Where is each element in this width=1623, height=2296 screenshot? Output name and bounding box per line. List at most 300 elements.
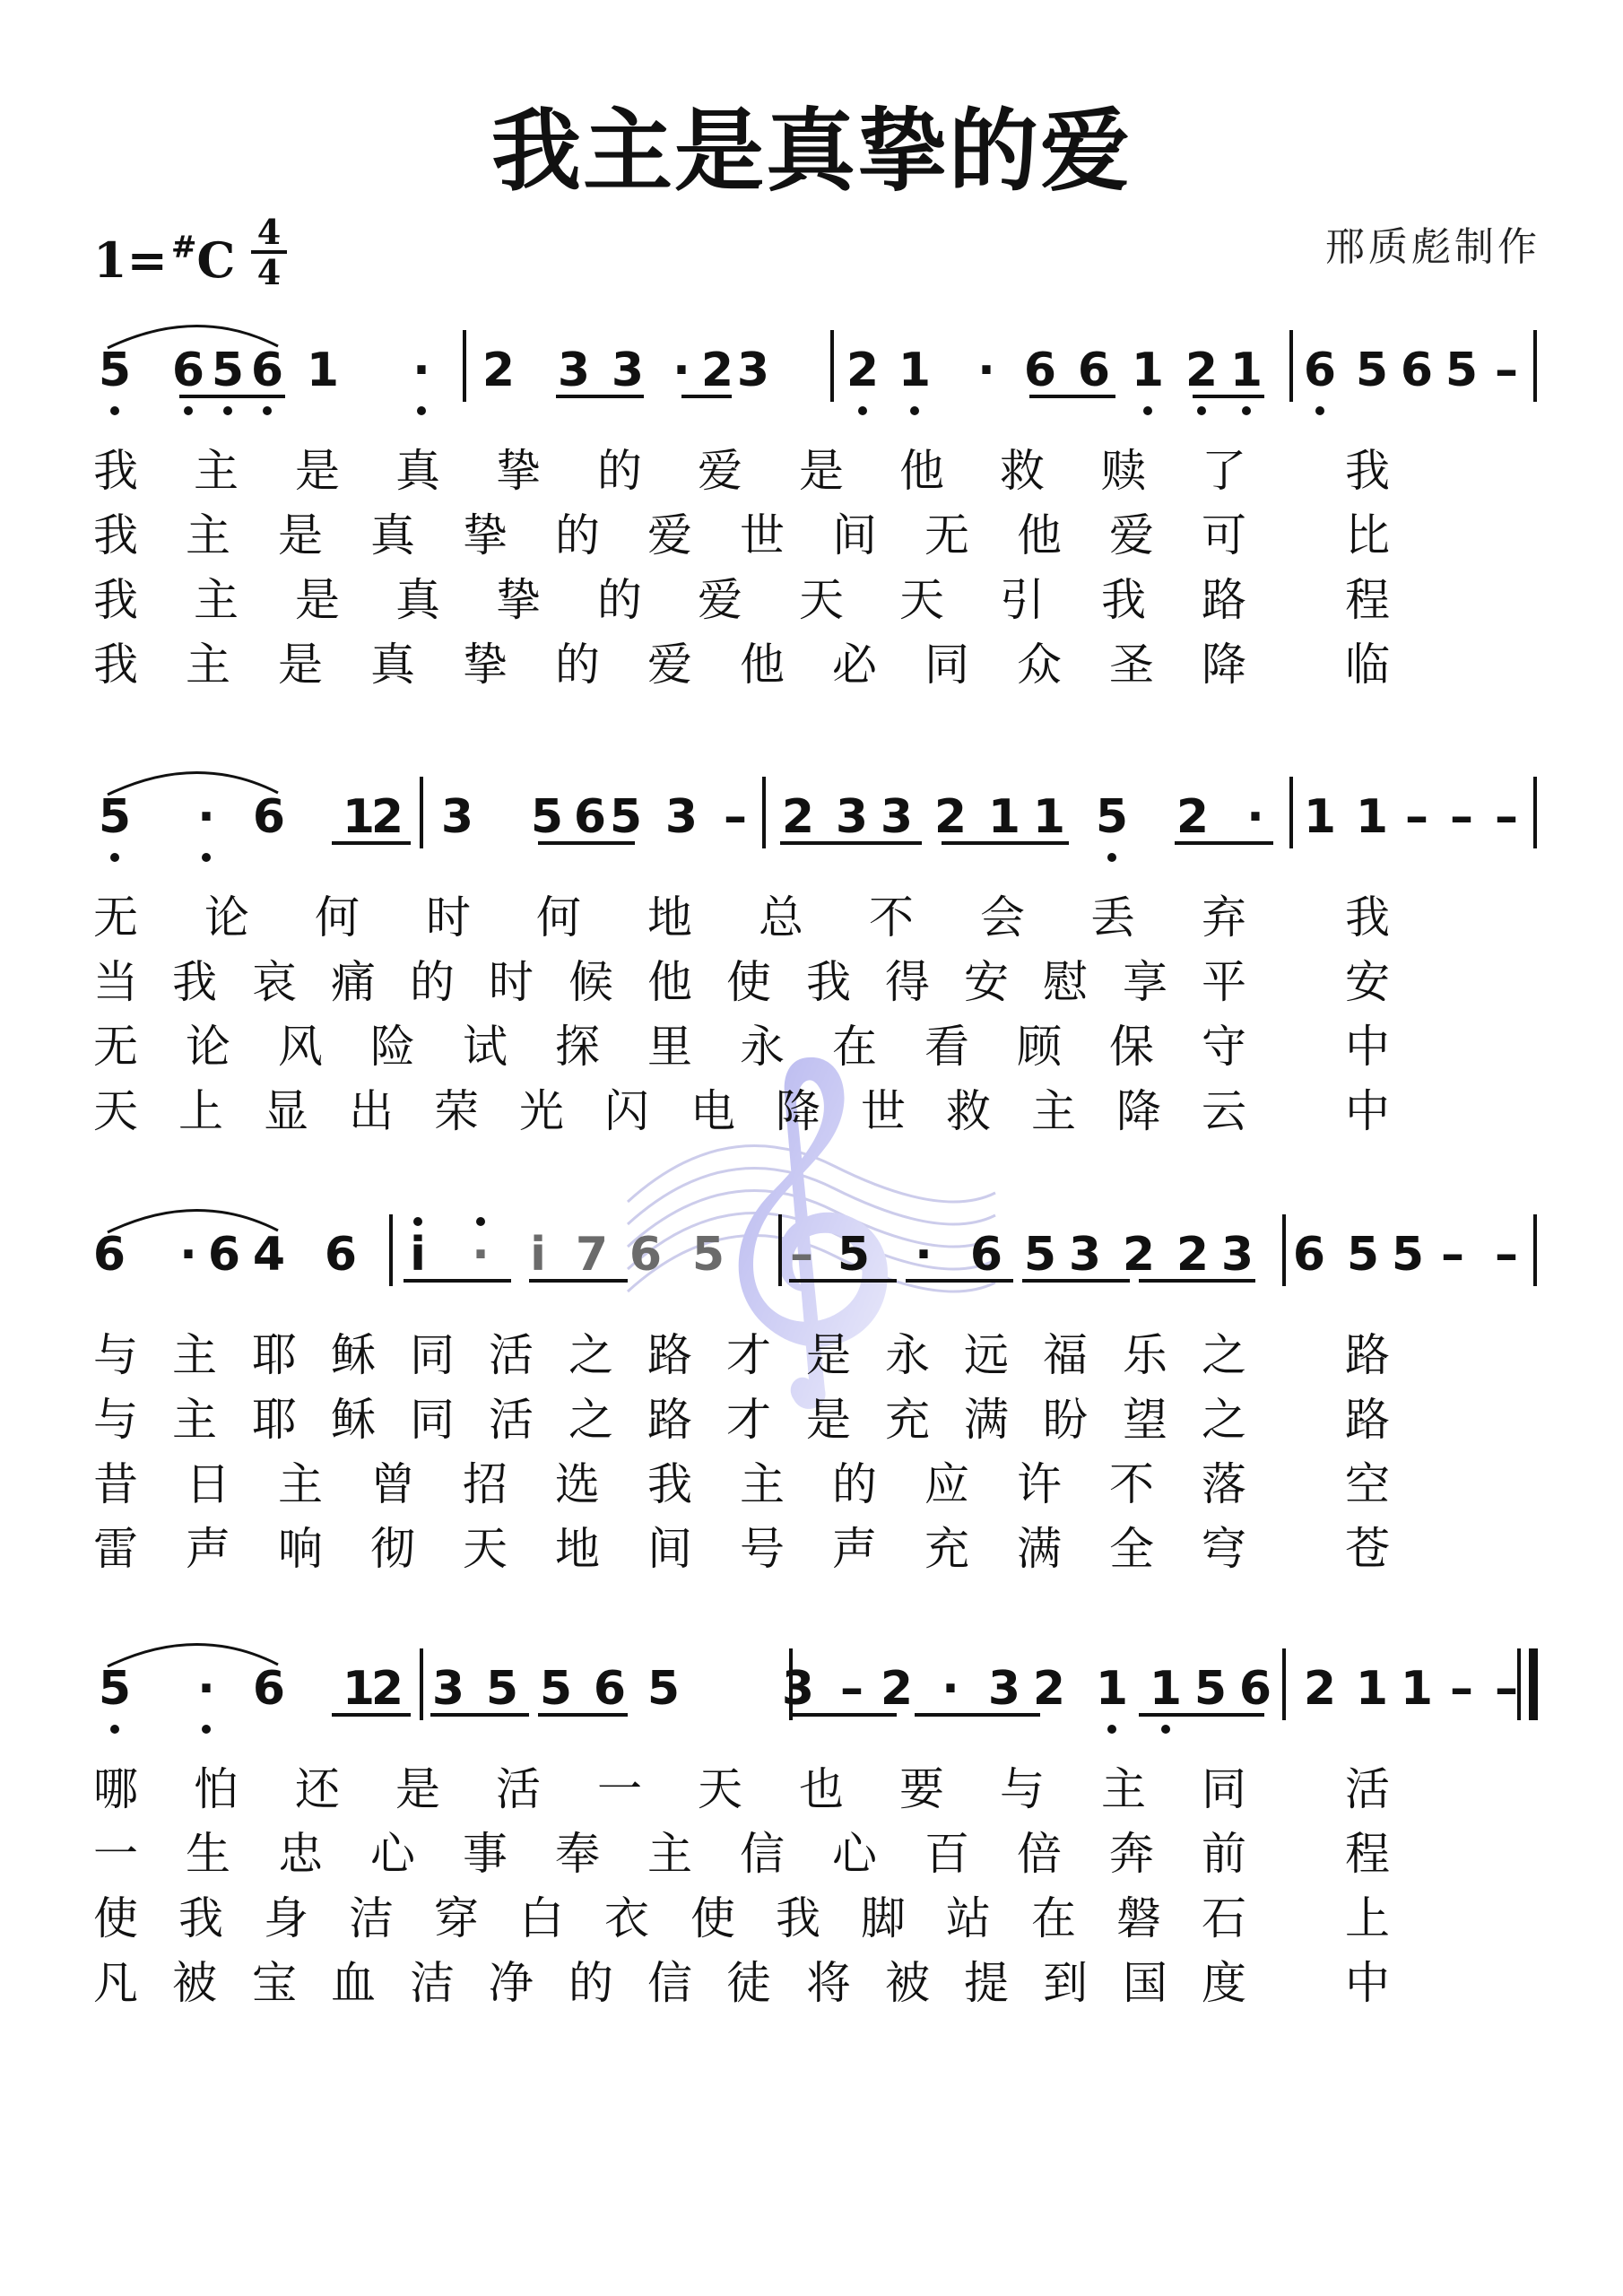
note: 2 — [1032, 1662, 1066, 1716]
note: 5 — [1355, 344, 1389, 397]
note: 6 — [629, 1228, 663, 1282]
lyric-line — [0, 1084, 1623, 1138]
lyric-char: 生 — [186, 1828, 230, 1880]
lyric-char: 净 — [489, 1957, 534, 2009]
key-signature — [93, 221, 235, 287]
lyric-char: 爱 — [1109, 509, 1154, 561]
lyric-char: 我 — [647, 1458, 692, 1510]
lyric-char: 痛 — [331, 956, 376, 1008]
notation-row-4 — [0, 1614, 1623, 1758]
note: – — [1495, 1228, 1518, 1282]
lyric-char: 何 — [315, 891, 360, 944]
lyric-char: 石 — [1202, 1892, 1246, 1944]
lyric-char: 天 — [463, 1523, 508, 1575]
lyric-char: 活 — [489, 1394, 534, 1446]
lyric-char: 降 — [1202, 639, 1246, 691]
note: 1 — [342, 1662, 376, 1716]
note: 2 — [700, 344, 734, 397]
note: – — [840, 1662, 864, 1716]
note: 5 — [837, 1228, 871, 1282]
note: · — [472, 1228, 490, 1282]
lyric-char: 探 — [555, 1021, 600, 1073]
lyric-char: 顾 — [1017, 1021, 1062, 1073]
notation-row-1 — [0, 296, 1623, 439]
lyric-char: 与 — [1000, 1763, 1045, 1815]
lyric-char: 忠 — [278, 1828, 323, 1880]
lyric-char: 看 — [924, 1021, 969, 1073]
lyric-char: 洁 — [410, 1957, 455, 2009]
lyric-char: 论 — [204, 891, 249, 944]
lyric-char: 的 — [597, 574, 642, 626]
octave-dot-below — [1161, 1725, 1170, 1734]
lyric-char: 事 — [463, 1828, 508, 1880]
lyric-char: 盼 — [1043, 1394, 1088, 1446]
lyric-char: 无 — [93, 1021, 138, 1073]
note: 3 — [440, 790, 474, 844]
lyric-char: 必 — [832, 639, 877, 691]
notes-2 — [99, 772, 1518, 862]
lyric-char: 他 — [647, 956, 692, 1008]
note: 5 — [98, 790, 132, 844]
lyric-char: 一 — [597, 1763, 642, 1815]
note: 6 — [1077, 344, 1111, 397]
note: 6 — [1023, 344, 1057, 397]
octave-dot-below — [417, 406, 426, 415]
lyric-char: 中 — [1345, 1021, 1390, 1073]
lyric-char: 到 — [1043, 1957, 1088, 2009]
lyric-char: 里 — [647, 1021, 692, 1073]
lyric-char: 降 — [1116, 1085, 1161, 1137]
lyric-char: 他 — [740, 639, 785, 691]
lyric-char: 圣 — [1109, 639, 1154, 691]
note: 3 — [987, 1662, 1021, 1716]
lyric-char: 之 — [568, 1329, 613, 1381]
lyric-char: 奉 — [555, 1828, 600, 1880]
lyric-line — [0, 1393, 1623, 1447]
lyric-char: 乐 — [1123, 1329, 1167, 1381]
lyric-char: 上 — [178, 1085, 223, 1137]
lyric-char: 安 — [1345, 956, 1390, 1008]
lyric-char: 的 — [555, 509, 600, 561]
note: 5 — [1445, 344, 1479, 397]
lyric-char: 苍 — [1345, 1523, 1390, 1575]
note: 1 — [987, 790, 1021, 844]
note: 6 — [252, 1662, 286, 1716]
note: 3 — [431, 1662, 465, 1716]
lyric-char: 号 — [740, 1523, 785, 1575]
lyric-char: 之 — [568, 1394, 613, 1446]
lyric-char: 奔 — [1109, 1828, 1154, 1880]
lyric-char: 白 — [519, 1892, 564, 1944]
note: 3 — [611, 344, 645, 397]
lyric-char: 程 — [1345, 574, 1390, 626]
note: 1 — [1095, 1662, 1129, 1716]
lyric-char: 爱 — [698, 445, 742, 497]
lyric-char: 响 — [278, 1523, 323, 1575]
lyric-char: 全 — [1109, 1523, 1154, 1575]
lyric-char: 爱 — [647, 639, 692, 691]
note: 7 — [575, 1228, 609, 1282]
lyric-char: 是 — [806, 1394, 851, 1446]
note: 3 — [880, 790, 914, 844]
lyric-line — [0, 444, 1623, 498]
system-2 — [0, 743, 1623, 1137]
note: 5 — [530, 790, 564, 844]
note: 2 — [781, 790, 815, 844]
lyric-char: 的 — [555, 639, 600, 691]
lyric-char: 稣 — [331, 1394, 376, 1446]
lyric-char: 守 — [1202, 1021, 1246, 1073]
lyric-char: 是 — [799, 445, 844, 497]
lyric-char: 比 — [1345, 509, 1390, 561]
lyric-char: 荣 — [434, 1085, 479, 1137]
lyric-char: 还 — [295, 1763, 340, 1815]
lyric-char: 怕 — [194, 1763, 239, 1815]
lyric-char: 心 — [832, 1828, 877, 1880]
octave-dot-below — [223, 406, 232, 415]
lyric-char: 无 — [93, 891, 138, 944]
lyric-char: 宝 — [252, 1957, 297, 2009]
note: – — [790, 1228, 813, 1282]
lyric-char: 我 — [1345, 891, 1390, 944]
note: 3 — [1220, 1228, 1254, 1282]
lyric-char: 活 — [1345, 1763, 1390, 1815]
note: – — [1450, 790, 1473, 844]
note: 6 — [171, 344, 205, 397]
lyric-char: 享 — [1123, 956, 1167, 1008]
lyric-line — [0, 1827, 1623, 1881]
note: i — [410, 1228, 426, 1282]
note: 5 — [691, 1228, 725, 1282]
note: – — [724, 790, 747, 844]
note: 5 — [98, 344, 132, 397]
note: 3 — [835, 790, 869, 844]
key-note: C — [196, 231, 236, 289]
lyric-char: 路 — [1345, 1394, 1390, 1446]
note: 1 — [342, 790, 376, 844]
note: · — [915, 1228, 933, 1282]
note: · — [977, 344, 995, 397]
lyric-char: 远 — [964, 1329, 1009, 1381]
note: 3 — [736, 344, 770, 397]
octave-dot-below — [263, 406, 272, 415]
octave-dot-below — [184, 406, 193, 415]
lyric-char: 风 — [278, 1021, 323, 1073]
lyric-char: 无 — [924, 509, 969, 561]
lyric-char: 显 — [264, 1085, 308, 1137]
lyric-char: 真 — [395, 445, 440, 497]
note: 1 — [1131, 344, 1165, 397]
lyric-char: 被 — [885, 1957, 930, 2009]
lyric-char: 穿 — [434, 1892, 479, 1944]
time-top: 4 — [256, 212, 282, 252]
lyric-char: 落 — [1202, 1458, 1246, 1510]
lyric-char: 在 — [1031, 1892, 1076, 1944]
lyric-char: 出 — [349, 1085, 394, 1137]
lyric-char: 许 — [1017, 1458, 1062, 1510]
lyric-char: 稣 — [331, 1329, 376, 1381]
lyric-char: 险 — [370, 1021, 415, 1073]
note: 5 — [1391, 1228, 1425, 1282]
lyric-char: 了 — [1202, 445, 1246, 497]
lyric-char: 同 — [1202, 1763, 1246, 1815]
lyric-char: 电 — [690, 1085, 735, 1137]
lyric-char: 曾 — [370, 1458, 415, 1510]
note: · — [197, 1662, 215, 1716]
note: 5 — [1346, 1228, 1380, 1282]
lyric-char: 不 — [869, 891, 914, 944]
lyric-char: 才 — [726, 1394, 771, 1446]
note: 5 — [1095, 790, 1129, 844]
lyric-char: 路 — [1202, 574, 1246, 626]
lyric-char: 我 — [178, 1892, 223, 1944]
octave-dot-below — [1107, 1725, 1116, 1734]
lyric-char: 闪 — [604, 1085, 649, 1137]
lyric-char: 平 — [1202, 956, 1246, 1008]
note: 3 — [664, 790, 699, 844]
lyric-char: 候 — [568, 956, 613, 1008]
lyric-char: 的 — [410, 956, 455, 1008]
lyric-char: 我 — [93, 574, 138, 626]
lyric-char: 穹 — [1202, 1523, 1246, 1575]
lyric-char: 世 — [861, 1085, 906, 1137]
lyric-char: 挚 — [463, 509, 508, 561]
lyric-char: 挚 — [496, 574, 541, 626]
lyric-char: 赎 — [1101, 445, 1146, 497]
note: · — [412, 344, 430, 397]
lyric-char: 永 — [740, 1021, 785, 1073]
notes-1 — [99, 326, 1518, 415]
lyric-char: 血 — [331, 1957, 376, 2009]
note: 3 — [781, 1662, 815, 1716]
note: – — [1405, 790, 1428, 844]
lyric-char: 满 — [964, 1394, 1009, 1446]
system-1 — [0, 296, 1623, 691]
lyric-char: 是 — [295, 445, 340, 497]
lyric-char: 磐 — [1116, 1892, 1161, 1944]
lyric-char: 中 — [1345, 1957, 1390, 2009]
lyric-char: 使 — [93, 1892, 138, 1944]
system-3 — [0, 1180, 1623, 1575]
lyric-char: 将 — [806, 1957, 851, 2009]
lyric-char: 应 — [924, 1458, 969, 1510]
lyric-char: 主 — [740, 1458, 785, 1510]
lyric-line — [0, 1457, 1623, 1511]
note: 1 — [1355, 1662, 1389, 1716]
lyric-char: 日 — [186, 1458, 230, 1510]
lyric-char: 会 — [980, 891, 1025, 944]
lyric-char: 主 — [1101, 1763, 1146, 1815]
key-prefix: 1= — [93, 231, 168, 289]
lyric-char: 被 — [172, 1957, 217, 2009]
note: 6 — [969, 1228, 1003, 1282]
lyric-char: 招 — [463, 1458, 508, 1510]
lyric-char: 降 — [776, 1085, 820, 1137]
note: 5 — [1023, 1228, 1057, 1282]
lyric-char: 天 — [698, 1763, 742, 1815]
lyric-char: 天 — [899, 574, 944, 626]
lyric-char: 同 — [410, 1394, 455, 1446]
lyric-char: 是 — [278, 639, 323, 691]
octave-dot-below — [110, 1725, 119, 1734]
note: 1 — [1303, 790, 1337, 844]
lyric-char: 论 — [186, 1021, 230, 1073]
lyric-char: 程 — [1345, 1828, 1390, 1880]
lyric-char: 我 — [1101, 574, 1146, 626]
note: – — [1441, 1228, 1464, 1282]
octave-dot-below — [202, 1725, 211, 1734]
lyric-line — [0, 509, 1623, 562]
note: 3 — [1068, 1228, 1102, 1282]
lyric-char: 时 — [426, 891, 471, 944]
lyric-char: 是 — [806, 1329, 851, 1381]
lyric-char: 信 — [647, 1957, 692, 2009]
octave-dot-below — [110, 853, 119, 862]
lyric-char: 中 — [1345, 1085, 1390, 1137]
note: 1 — [1032, 790, 1066, 844]
lyric-line — [0, 638, 1623, 691]
sharp-sign: # — [170, 230, 197, 265]
lyric-char: 引 — [1000, 574, 1045, 626]
notation-row-3 — [0, 1180, 1623, 1324]
note: 6 — [207, 1228, 241, 1282]
lyric-char: 之 — [1202, 1394, 1246, 1446]
lyric-char: 徒 — [726, 1957, 771, 2009]
lyric-char: 望 — [1123, 1394, 1167, 1446]
octave-dot-below — [910, 406, 919, 415]
lyric-char: 空 — [1345, 1458, 1390, 1510]
note: 5 — [647, 1662, 681, 1716]
lyric-char: 主 — [172, 1394, 217, 1446]
lyric-char: 得 — [885, 956, 930, 1008]
lyric-char: 救 — [946, 1085, 991, 1137]
song-title: 我主是真挚的爱 — [491, 98, 1132, 204]
note: 2 — [933, 790, 968, 844]
note: 6 — [1303, 344, 1337, 397]
lyric-char: 众 — [1017, 639, 1062, 691]
lyric-char: 我 — [1345, 445, 1390, 497]
lyric-char: 国 — [1123, 1957, 1167, 2009]
lyric-char: 临 — [1345, 639, 1390, 691]
lyric-char: 主 — [186, 509, 230, 561]
lyric-char: 心 — [370, 1828, 415, 1880]
note: 6 — [324, 1228, 358, 1282]
lyric-char: 安 — [964, 956, 1009, 1008]
lyric-line — [0, 891, 1623, 944]
lyric-char: 昔 — [93, 1458, 138, 1510]
note: 1 — [898, 344, 932, 397]
lyric-char: 慰 — [1043, 956, 1088, 1008]
lyric-char: 凡 — [93, 1957, 138, 2009]
lyric-char: 我 — [776, 1892, 820, 1944]
octave-dot-below — [1197, 406, 1206, 415]
notation-row-2 — [0, 743, 1623, 886]
lyric-char: 百 — [924, 1828, 969, 1880]
lyric-char: 地 — [555, 1523, 600, 1575]
lyric-char: 充 — [924, 1523, 969, 1575]
lyric-char: 爱 — [698, 574, 742, 626]
lyric-char: 可 — [1202, 509, 1246, 561]
lyric-char: 间 — [647, 1523, 692, 1575]
lyric-char: 我 — [93, 509, 138, 561]
note: 1 — [1355, 790, 1389, 844]
note: 6 — [1292, 1228, 1326, 1282]
lyric-char: 哀 — [252, 956, 297, 1008]
lyric-char: 保 — [1109, 1021, 1154, 1073]
lyric-char: 雷 — [93, 1523, 138, 1575]
lyric-char: 才 — [726, 1329, 771, 1381]
lyric-char: 同 — [410, 1329, 455, 1381]
lyric-char: 真 — [370, 509, 415, 561]
note: 6 — [1238, 1662, 1272, 1716]
note: – — [1495, 790, 1518, 844]
lyric-line — [0, 955, 1623, 1009]
note: 2 — [880, 1662, 914, 1716]
note: 5 — [609, 790, 643, 844]
time-bottom: 4 — [256, 252, 282, 292]
note: 2 — [1176, 1228, 1210, 1282]
lyric-char: 丢 — [1090, 891, 1135, 944]
lyric-char: 使 — [726, 956, 771, 1008]
note: 1 — [1229, 344, 1263, 397]
lyric-char: 前 — [1202, 1828, 1246, 1880]
lyric-char: 选 — [555, 1458, 600, 1510]
lyric-char: 耶 — [252, 1329, 297, 1381]
lyric-char: 的 — [832, 1458, 877, 1510]
note: 6 — [593, 1662, 627, 1716]
lyric-line — [0, 1020, 1623, 1074]
note: 1 — [1400, 1662, 1434, 1716]
lyric-char: 爱 — [647, 509, 692, 561]
lyric-char: 声 — [832, 1523, 877, 1575]
author-credit: 邢质彪制作 — [1325, 224, 1541, 270]
lyric-char: 信 — [740, 1828, 785, 1880]
lyric-char: 洁 — [349, 1892, 394, 1944]
note: 5 — [539, 1662, 573, 1716]
lyric-char: 度 — [1202, 1957, 1246, 2009]
lyric-char: 使 — [690, 1892, 735, 1944]
note: – — [1450, 1662, 1473, 1716]
lyric-char: 是 — [278, 509, 323, 561]
note: i — [530, 1228, 546, 1282]
note: 6 — [573, 790, 607, 844]
lyric-char: 天 — [799, 574, 844, 626]
note: 6 — [250, 344, 284, 397]
note: – — [1495, 1662, 1518, 1716]
note: 1 — [1149, 1662, 1183, 1716]
lyric-char: 主 — [194, 445, 239, 497]
note: · — [1246, 790, 1264, 844]
lyric-char: 福 — [1043, 1329, 1088, 1381]
note: 2 — [1122, 1228, 1156, 1282]
lyric-char: 在 — [832, 1021, 877, 1073]
lyric-char: 一 — [93, 1828, 138, 1880]
note: 6 — [252, 790, 286, 844]
lyric-char: 的 — [597, 445, 642, 497]
note: · — [179, 1228, 197, 1282]
note: 2 — [846, 344, 880, 397]
note: 5 — [211, 344, 245, 397]
lyric-char: 我 — [172, 956, 217, 1008]
lyric-char: 同 — [924, 639, 969, 691]
lyric-char: 满 — [1017, 1523, 1062, 1575]
note: 2 — [482, 344, 516, 397]
lyric-char: 活 — [496, 1763, 541, 1815]
lyric-char: 救 — [1000, 445, 1045, 497]
lyric-char: 路 — [647, 1329, 692, 1381]
lyric-char: 哪 — [93, 1763, 138, 1815]
lyric-char: 要 — [899, 1763, 944, 1815]
